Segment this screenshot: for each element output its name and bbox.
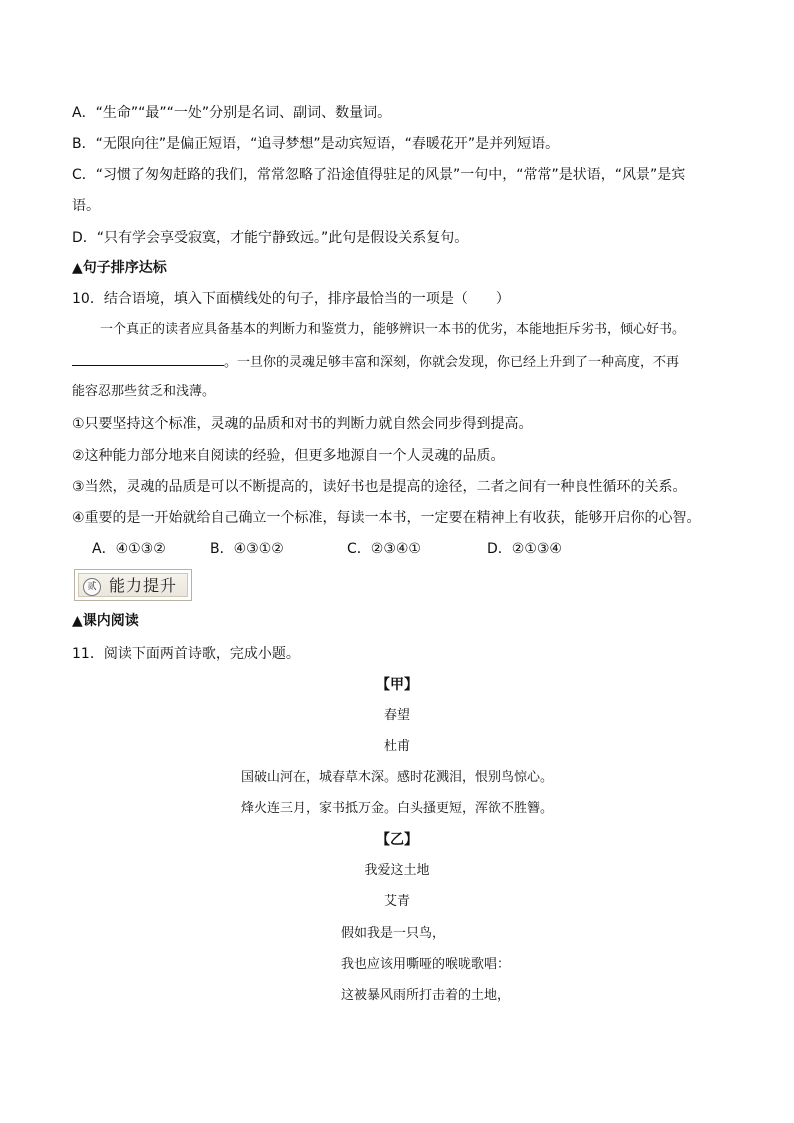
poem-2-line-1: 假如我是一只鸟，	[341, 926, 446, 941]
q10-passage-line-1: 一个真正的读者应具备基本的判断力和鉴赏力，能够辨识一本书的优劣，本能地拒斥劣书，倾心好书。	[100, 322, 686, 337]
poem-2-line-3: 这被暴风雨所打击着的土地，	[341, 988, 511, 1003]
ability-improvement-banner	[74, 569, 192, 601]
choice-b[interactable]: B．④③①②	[210, 541, 284, 557]
question-11-stem: 11．阅读下面两首诗歌，完成小题。	[72, 646, 300, 662]
q10-passage-line-3: 能容忍那些贫乏和浅薄。	[72, 384, 216, 399]
choice-c[interactable]: C．②③④①	[347, 541, 421, 557]
option-d: D．“只有学会享受寂寞，才能宁静致远。”此句是假设关系复句。	[72, 230, 469, 246]
poem-2-line-2: 我也应该用嘶哑的喉咙歌唱：	[341, 957, 511, 972]
poem-1-author: 杜甫	[383, 739, 410, 754]
poem-2-author: 艾青	[383, 894, 410, 909]
q10-passage-line-2	[72, 351, 679, 373]
banner-title: 能力提升	[109, 576, 178, 595]
option-c: C．“习惯了匆匆赶路的我们，常常忽略了沿途值得驻足的风景”一句中，“常常”是状语，“风景”是宾	[72, 167, 686, 183]
q10-sentence-1: ①只要坚持这个标准，灵魂的品质和对书的判断力就自然会同步得到提高。	[72, 416, 533, 432]
answer-blank[interactable]	[72, 351, 224, 366]
q10-sentence-3: ③当然，灵魂的品质是可以不断提高的，读好书也是提高的途径，二者之间有一种良性循环的关系。	[72, 479, 687, 495]
poem-1-title: 春望	[383, 708, 410, 723]
option-b: B．“无限向往”是偏正短语，“追寻梦想”是动宾短语，“春暖花开”是并列短语。	[72, 136, 560, 152]
poem-jia-label: 【甲】	[376, 677, 418, 693]
poem-1-line-2: 烽火连三月，家书抵万金。白头搔更短，浑欲不胜簪。	[240, 801, 553, 816]
section-heading-sentence-order: ▲句子排序达标	[72, 260, 167, 276]
poem-2-title: 我爱这土地	[364, 863, 430, 878]
q10-sentence-4: ④重要的是一开始就给自己确立一个标准，每读一本书，一定要在精神上有收获，能够开启你的心智。	[72, 510, 701, 526]
option-c-continued: 语。	[72, 198, 100, 214]
q10-passage-line-2-text: 。一旦你的灵魂足够丰富和深刻，你就会发现，你已经上升到了一种高度，不再	[224, 355, 680, 370]
choice-d[interactable]: D．②①③④	[487, 541, 562, 557]
choice-a[interactable]: A．④①③②	[92, 541, 166, 557]
poem-yi-label: 【乙】	[376, 832, 418, 848]
q10-sentence-2: ②这种能力部分地来自阅读的经验，但更多地源自一个人灵魂的品质。	[72, 448, 505, 464]
question-10-stem: 10．结合语境，填入下面横线处的句子，排序最恰当的一项是（ ）	[72, 291, 510, 307]
q10-choices	[92, 539, 562, 559]
poem-1-line-1: 国破山河在，城春草木深。感时花溅泪，恨别鸟惊心。	[240, 770, 553, 785]
section-heading-textbook-reading: ▲课内阅读	[72, 613, 139, 629]
option-a: A．“生命”“最”“一处”分别是名词、副词、数量词。	[72, 105, 392, 121]
badge-icon: 贰	[83, 578, 101, 596]
